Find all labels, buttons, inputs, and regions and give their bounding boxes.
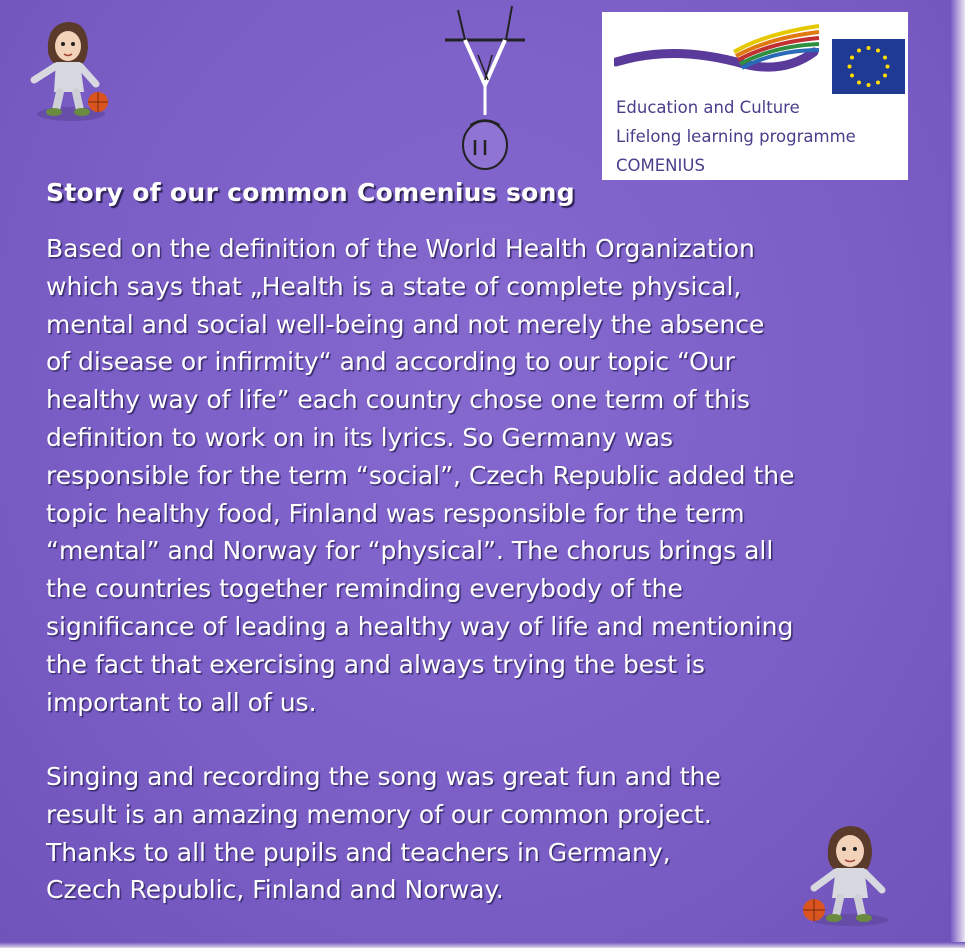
- page-edge-bottom: [0, 942, 965, 948]
- eu-flag-icon: [832, 39, 905, 94]
- lifelong-learning-swoosh-icon: [614, 14, 824, 94]
- page-title: Story of our common Comenius song: [46, 178, 575, 207]
- page-edge-right: [951, 0, 965, 948]
- stick-figure-illustration: [430, 0, 540, 175]
- logo-line-education-culture: Education and Culture: [616, 98, 800, 117]
- education-culture-logo: [602, 12, 908, 180]
- body-paragraph-2: Singing and recording the song was great fun and the result is an amazing memory of our common project. Thanks to all the pupils and teachers in Germany, Czech Republic, Finland and Norway.: [46, 762, 721, 905]
- body-paragraph-1: Based on the definition of the World Health Organization which says that „Health is a state of complete physical, mental and social well-being and not merely the absence of disease or infirmity“ and according to our topic “Our healthy way of life” each country chose one term of this definition to work on in its lyrics. So Germany was responsible for the term “social”, Czech Republic added the topic healthy food, Finland was responsible for the term “mental” and Norway for “physical”. The chorus brings all the countries together reminding everybody of the significance of leading a healthy way of life and mentioning the fact that exercising and always trying the best is important to all of us.: [46, 234, 795, 717]
- logo-line-lifelong-learning: Lifelong learning programme: [616, 127, 856, 146]
- girl-with-ball-illustration-top: [26, 14, 116, 124]
- girl-with-ball-illustration-bottom: [800, 818, 900, 928]
- logo-line-comenius: COMENIUS: [616, 156, 705, 175]
